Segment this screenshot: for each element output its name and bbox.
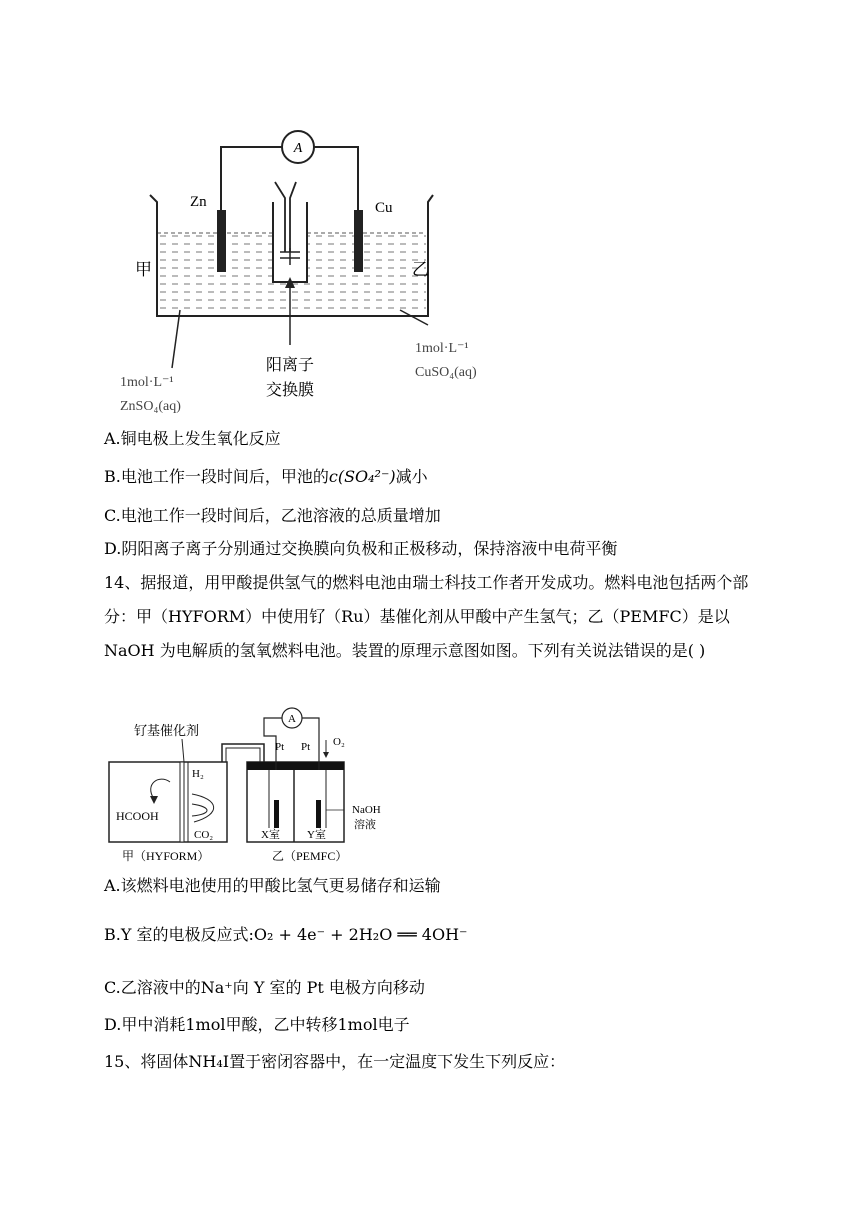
q14-option-a: A.该燃料电池使用的甲酸比氢气更易储存和运输 <box>104 876 441 895</box>
fuel-cell-figure <box>104 704 404 868</box>
q15-compound: NH₄I <box>188 1052 230 1071</box>
q14-option-c-prefix: C.乙溶液中的 <box>104 978 201 997</box>
left-solution-conc: 1mol·L⁻¹ <box>120 375 174 390</box>
o2-label: O₂ <box>333 736 345 748</box>
right-cell-label: 乙 <box>412 260 429 279</box>
pemfc-caption: 乙（PEMFC） <box>272 849 348 863</box>
q14-option-d-part3: 电子 <box>377 1015 410 1034</box>
q13-option-c: C.电池工作一段时间后，乙池溶液的总质量增加 <box>104 506 441 525</box>
catalyst-label: 钌基催化剂 <box>134 723 200 738</box>
co2-label: CO₂ <box>194 829 214 841</box>
q13-option-a: A.铜电极上发生氧化反应 <box>104 429 281 448</box>
q13-option-b-suffix: 减小 <box>395 467 428 486</box>
right-solution-conc: 1mol·L⁻¹ <box>415 341 469 356</box>
galvanic-cell-figure <box>110 120 510 420</box>
q14-option-d <box>104 1014 410 1036</box>
hyform-caption: 甲（HYFORM） <box>122 849 210 863</box>
q13-option-b-prefix: B.电池工作一段时间后，甲池的 <box>104 467 329 486</box>
right-solution-name: CuSO₄(aq) <box>415 365 477 380</box>
y-room-label: Y室 <box>307 829 326 841</box>
ammeter-label-2: A <box>288 713 296 725</box>
q14-option-c-ion: Na⁺ <box>200 978 233 997</box>
cu-label: Cu <box>375 200 393 216</box>
q14-option-b-formula: O₂ + 4e⁻ + 2H₂O ══ 4OH⁻ <box>253 925 468 944</box>
q14-option-d-part2: 甲酸，乙中转移 <box>225 1015 338 1034</box>
q13-option-d: D.阴阳离子离子分别通过交换膜向负极和正极移动，保持溶液中电荷平衡 <box>104 539 618 558</box>
q14-option-c-suffix: 向 Y 室的 Pt 电极方向移动 <box>232 978 425 997</box>
left-solution-name: ZnSO₄(aq) <box>120 399 181 414</box>
pt-label-1: Pt <box>275 741 285 753</box>
q15-stem-prefix: 15、将固体 <box>104 1052 189 1071</box>
q14-option-d-part1: D.甲中消耗 <box>104 1015 186 1034</box>
q14-option-c <box>104 977 425 999</box>
left-cell-label: 甲 <box>135 260 152 279</box>
q14-stem: 14、据报道，用甲酸提供氢气的燃料电池由瑞士科技工作者开发成功。燃料电池包括两个部分：甲（HYFORM）中使用钌（Ru）基催化剂从甲酸中产生氢气；乙（PEMFC）是以 NaOH 为电解质的氢氧燃料电池。装置的原理示意图如图。下列有关说法错误的是( ) <box>104 573 749 660</box>
zn-label: Zn <box>190 194 207 210</box>
h2-label: H₂ <box>192 768 204 780</box>
q14-option-b-prefix: B.Y 室的电极反应式: <box>104 925 254 944</box>
q14-option-b <box>104 924 467 946</box>
naoh-label: NaOH <box>352 804 381 816</box>
ammeter-label: A <box>293 141 303 156</box>
q14-option-d-mol1: 1mol <box>185 1015 226 1034</box>
pt-label-2: Pt <box>301 741 311 753</box>
membrane-label-1: 阳离子 <box>265 357 315 374</box>
membrane-label-2: 交换膜 <box>265 382 315 399</box>
q13-option-b <box>104 466 428 488</box>
q15-stem-suffix: 置于密闭容器中，在一定温度下发生下列反应： <box>229 1052 566 1071</box>
q14-option-d-mol2: 1mol <box>337 1015 378 1034</box>
hcooh-label: HCOOH <box>116 809 159 823</box>
x-room-label: X室 <box>261 829 280 841</box>
q15-stem <box>104 1051 565 1073</box>
q13-option-b-formula: c(SO₄²⁻) <box>328 467 396 486</box>
solution-label: 溶液 <box>354 819 376 831</box>
